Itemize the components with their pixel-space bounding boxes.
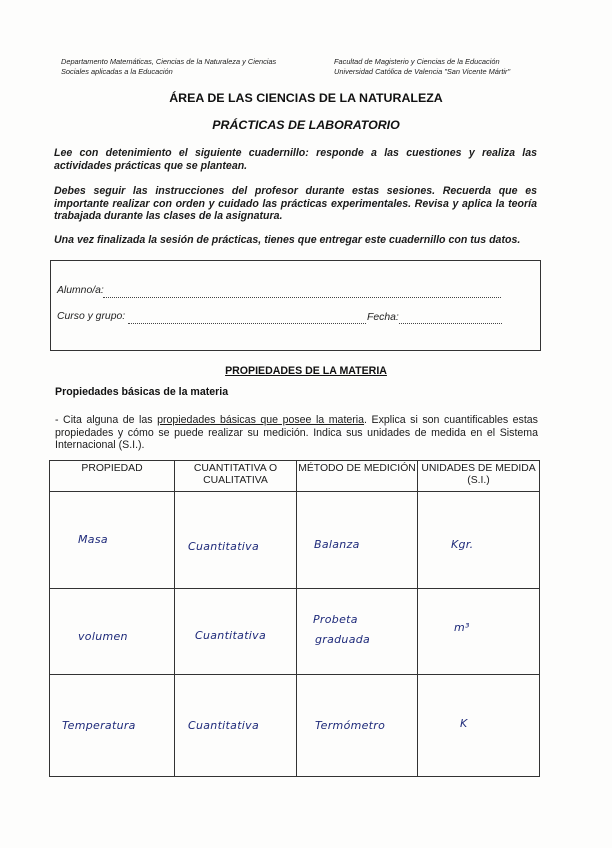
method-value: Termómetro bbox=[315, 719, 386, 732]
instruction-underlined: propiedades básicas que posee la materia bbox=[157, 414, 365, 426]
cell-type[interactable] bbox=[175, 492, 297, 589]
properties-table bbox=[49, 460, 540, 777]
property-value: volumen bbox=[78, 630, 128, 643]
group-field[interactable] bbox=[128, 323, 366, 324]
page-subtitle: PRÁCTICAS DE LABORATORIO bbox=[212, 118, 400, 132]
cell-unit[interactable] bbox=[418, 675, 540, 777]
student-label: Alumno/a: bbox=[57, 285, 104, 296]
table-row bbox=[50, 675, 540, 777]
table-row bbox=[50, 492, 540, 589]
cell-property[interactable] bbox=[50, 589, 175, 675]
faculty-line-1: Facultad de Magisterio y Ciencias de la Educación bbox=[334, 57, 500, 66]
cell-method[interactable] bbox=[297, 589, 418, 675]
unit-value: Kgr. bbox=[451, 538, 474, 551]
department-header bbox=[61, 57, 311, 77]
method-value: Balanza bbox=[314, 538, 360, 551]
department-line-2: Sociales aplicadas a la Educación bbox=[61, 67, 173, 76]
type-value: Cuantitativa bbox=[195, 629, 267, 642]
faculty-line-2: Universidad Católica de Valencia "San Vicente Mártir" bbox=[334, 67, 511, 76]
group-label: Curso y grupo: bbox=[57, 311, 126, 322]
property-value: Temperatura bbox=[62, 719, 136, 732]
student-info-box bbox=[50, 260, 541, 351]
cell-type[interactable] bbox=[175, 589, 297, 675]
cell-property[interactable] bbox=[50, 675, 175, 777]
table-header-row bbox=[50, 461, 540, 492]
subsection-title: Propiedades básicas de la materia bbox=[55, 386, 229, 398]
header-method: MÉTODO DE MEDICIÓN bbox=[297, 461, 418, 492]
method-value-line-1: Probeta bbox=[313, 613, 358, 626]
header-property: PROPIEDAD bbox=[50, 461, 175, 492]
cell-unit[interactable] bbox=[418, 589, 540, 675]
date-field[interactable] bbox=[399, 323, 502, 324]
section-title: PROPIEDADES DE LA MATERIA bbox=[225, 365, 387, 377]
page-title: ÁREA DE LAS CIENCIAS DE LA NATURALEZA bbox=[169, 91, 443, 105]
department-line-1: Departamento Matemáticas, Ciencias de la Naturaleza y Ciencias bbox=[61, 57, 277, 66]
unit-value: K bbox=[460, 717, 468, 730]
cell-unit[interactable] bbox=[418, 492, 540, 589]
instruction-prefix: - Cita alguna de las bbox=[55, 414, 158, 426]
method-value-line-2: graduada bbox=[315, 633, 371, 646]
instruction-suffix: . Explica si son cuantificables estas propiedades y cómo se puede realizar su medición. Indica sus unidades de medida en el Sistema Internacional (S.I.). bbox=[55, 414, 538, 452]
type-value: Cuantitativa bbox=[188, 719, 260, 732]
type-value: Cuantitativa bbox=[188, 540, 260, 553]
student-name-field[interactable] bbox=[103, 297, 501, 298]
cell-method[interactable] bbox=[297, 675, 418, 777]
intro-paragraph-1: Lee con detenimiento el siguiente cuadernillo: responde a las cuestiones y realiza las actividades prácticas que se plantean. bbox=[54, 147, 537, 172]
intro-paragraph-3: Una vez finalizada la sesión de prácticas, tienes que entregar este cuadernillo con tus datos. bbox=[54, 234, 521, 246]
cell-method[interactable] bbox=[297, 492, 418, 589]
table-row bbox=[50, 589, 540, 675]
unit-value: m³ bbox=[454, 621, 470, 634]
header-units: UNIDADES DE MEDIDA (S.I.) bbox=[418, 461, 540, 492]
faculty-header bbox=[334, 57, 564, 77]
instruction-text bbox=[55, 414, 538, 452]
header-quantitative: CUANTITATIVA O CUALITATIVA bbox=[175, 461, 297, 492]
cell-property[interactable] bbox=[50, 492, 175, 589]
intro-paragraph-2: Debes seguir las instrucciones del profesor durante estas sesiones. Recuerda que es importante realizar con orden y cuidado las prácticas experimentales. Revisa y aplica la teoría trabajada durante las clases de la asignatura. bbox=[54, 185, 537, 223]
date-label: Fecha: bbox=[367, 312, 399, 323]
property-value: Masa bbox=[78, 533, 108, 546]
cell-type[interactable] bbox=[175, 675, 297, 777]
